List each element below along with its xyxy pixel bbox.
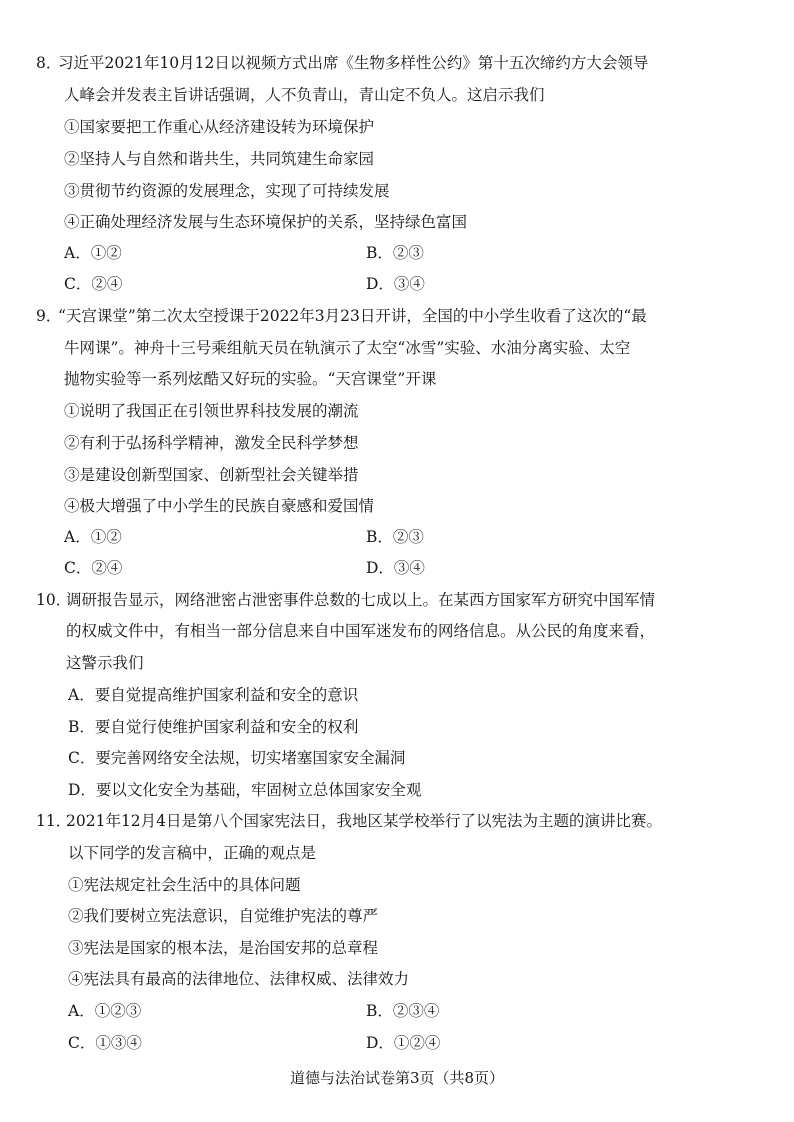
question-10-option-c: C．要完善网络安全法规，切实堵塞国家安全漏洞 <box>68 749 406 767</box>
question-8-option-a: A．①② <box>64 244 122 262</box>
question-10-option-d: D．要以文化安全为基础，牢固树立总体国家安全观 <box>68 781 422 799</box>
question-11-option-a: A．①②③ <box>68 1002 142 1020</box>
question-8-option-d: D．③④ <box>366 275 425 293</box>
question-11-statement-4: ④宪法具有最高的法律地位、法律权威、法律效力 <box>68 970 410 988</box>
question-9-option-d: D．③④ <box>366 559 425 577</box>
question-8-statement-2: ②坚持人与自然和谐共生，共同筑建生命家园 <box>64 150 375 168</box>
question-8-statement-4: ④正确处理经济发展与生态环境保护的关系，坚持绿色富国 <box>64 213 468 231</box>
question-9-stem-line-3: 抛物实验等一系列炫酷又好玩的实验。“天宫课堂”开课 <box>64 370 437 388</box>
question-11-option-d: D．①②④ <box>366 1034 441 1052</box>
question-9-option-a: A．①② <box>64 528 122 546</box>
question-9-statement-1: ①说明了我国正在引领世界科技发展的潮流 <box>64 402 359 420</box>
question-9-statement-4: ④极大增强了中小学生的民族自豪感和爱国情 <box>64 497 375 515</box>
question-10-stem-line-1: 调研报告显示，网络泄密占泄密事件总数的七成以上。在某西方国家军方研究中国军情 <box>66 591 656 609</box>
question-10-option-b: B．要自觉行使维护国家利益和安全的权利 <box>68 718 359 736</box>
question-9-number: 9． <box>36 307 62 325</box>
question-10-number: 10． <box>36 591 72 609</box>
question-11-option-b: B．②③④ <box>366 1002 440 1020</box>
question-9-statement-2: ②有利于弘扬科学精神，激发全民科学梦想 <box>64 434 359 452</box>
question-8-option-c: C．②④ <box>64 275 123 293</box>
question-8-statement-1: ①国家要把工作重心从经济建设转为环境保护 <box>64 118 375 136</box>
question-9-stem-line-2: 牛网课”。神舟十三号乘组航天员在轨演示了太空“冰雪”实验、水油分离实验、太空 <box>64 339 631 357</box>
page-footer: 道德与法治试卷第3页（共8页） <box>289 1069 505 1087</box>
question-11-statement-3: ③宪法是国家的根本法，是治国安邦的总章程 <box>68 939 379 957</box>
question-10-option-a: A．要自觉提高维护国家利益和安全的意识 <box>68 686 359 704</box>
question-8-stem-line-1: 习近平2021年10月12日以视频方式出席《生物多样性公约》第十五次缔约方大会领导 <box>58 54 649 72</box>
question-9-option-c: C．②④ <box>64 559 123 577</box>
question-10-stem-line-3: 这警示我们 <box>66 654 144 672</box>
question-11-statement-1: ①宪法规定社会生活中的具体问题 <box>68 876 301 894</box>
question-11-stem-line-2: 以下同学的发言稿中，正确的观点是 <box>68 844 317 862</box>
question-11-statement-2: ②我们要树立宪法意识，自觉维护宪法的尊严 <box>68 907 379 925</box>
question-11-stem-line-1: 2021年12月4日是第八个国家宪法日，我地区某学校举行了以宪法为主题的演讲比赛。 <box>66 812 663 830</box>
question-9-option-b: B．②③ <box>366 528 424 546</box>
question-10-stem-line-2: 的权威文件中，有相当一部分信息来自中国军迷发布的网络信息。从公民的角度来看， <box>66 622 656 640</box>
question-9-statement-3: ③是建设创新型国家、创新型社会关键举措 <box>64 466 359 484</box>
question-8-stem-line-2: 人峰会并发表主旨讲话强调，人不负青山，青山定不负人。这启示我们 <box>64 86 545 104</box>
question-8-number: 8． <box>36 54 62 72</box>
question-11-number: 11． <box>36 812 72 830</box>
question-11-option-c: C．①③④ <box>68 1034 142 1052</box>
question-8-option-b: B．②③ <box>366 244 424 262</box>
question-8-statement-3: ③贯彻节约资源的发展理念，实现了可持续发展 <box>64 182 390 200</box>
question-9-stem-line-1: “天宫课堂”第二次太空授课于2022年3月23日开讲，全国的中小学生收看了这次的“最 <box>58 307 647 325</box>
